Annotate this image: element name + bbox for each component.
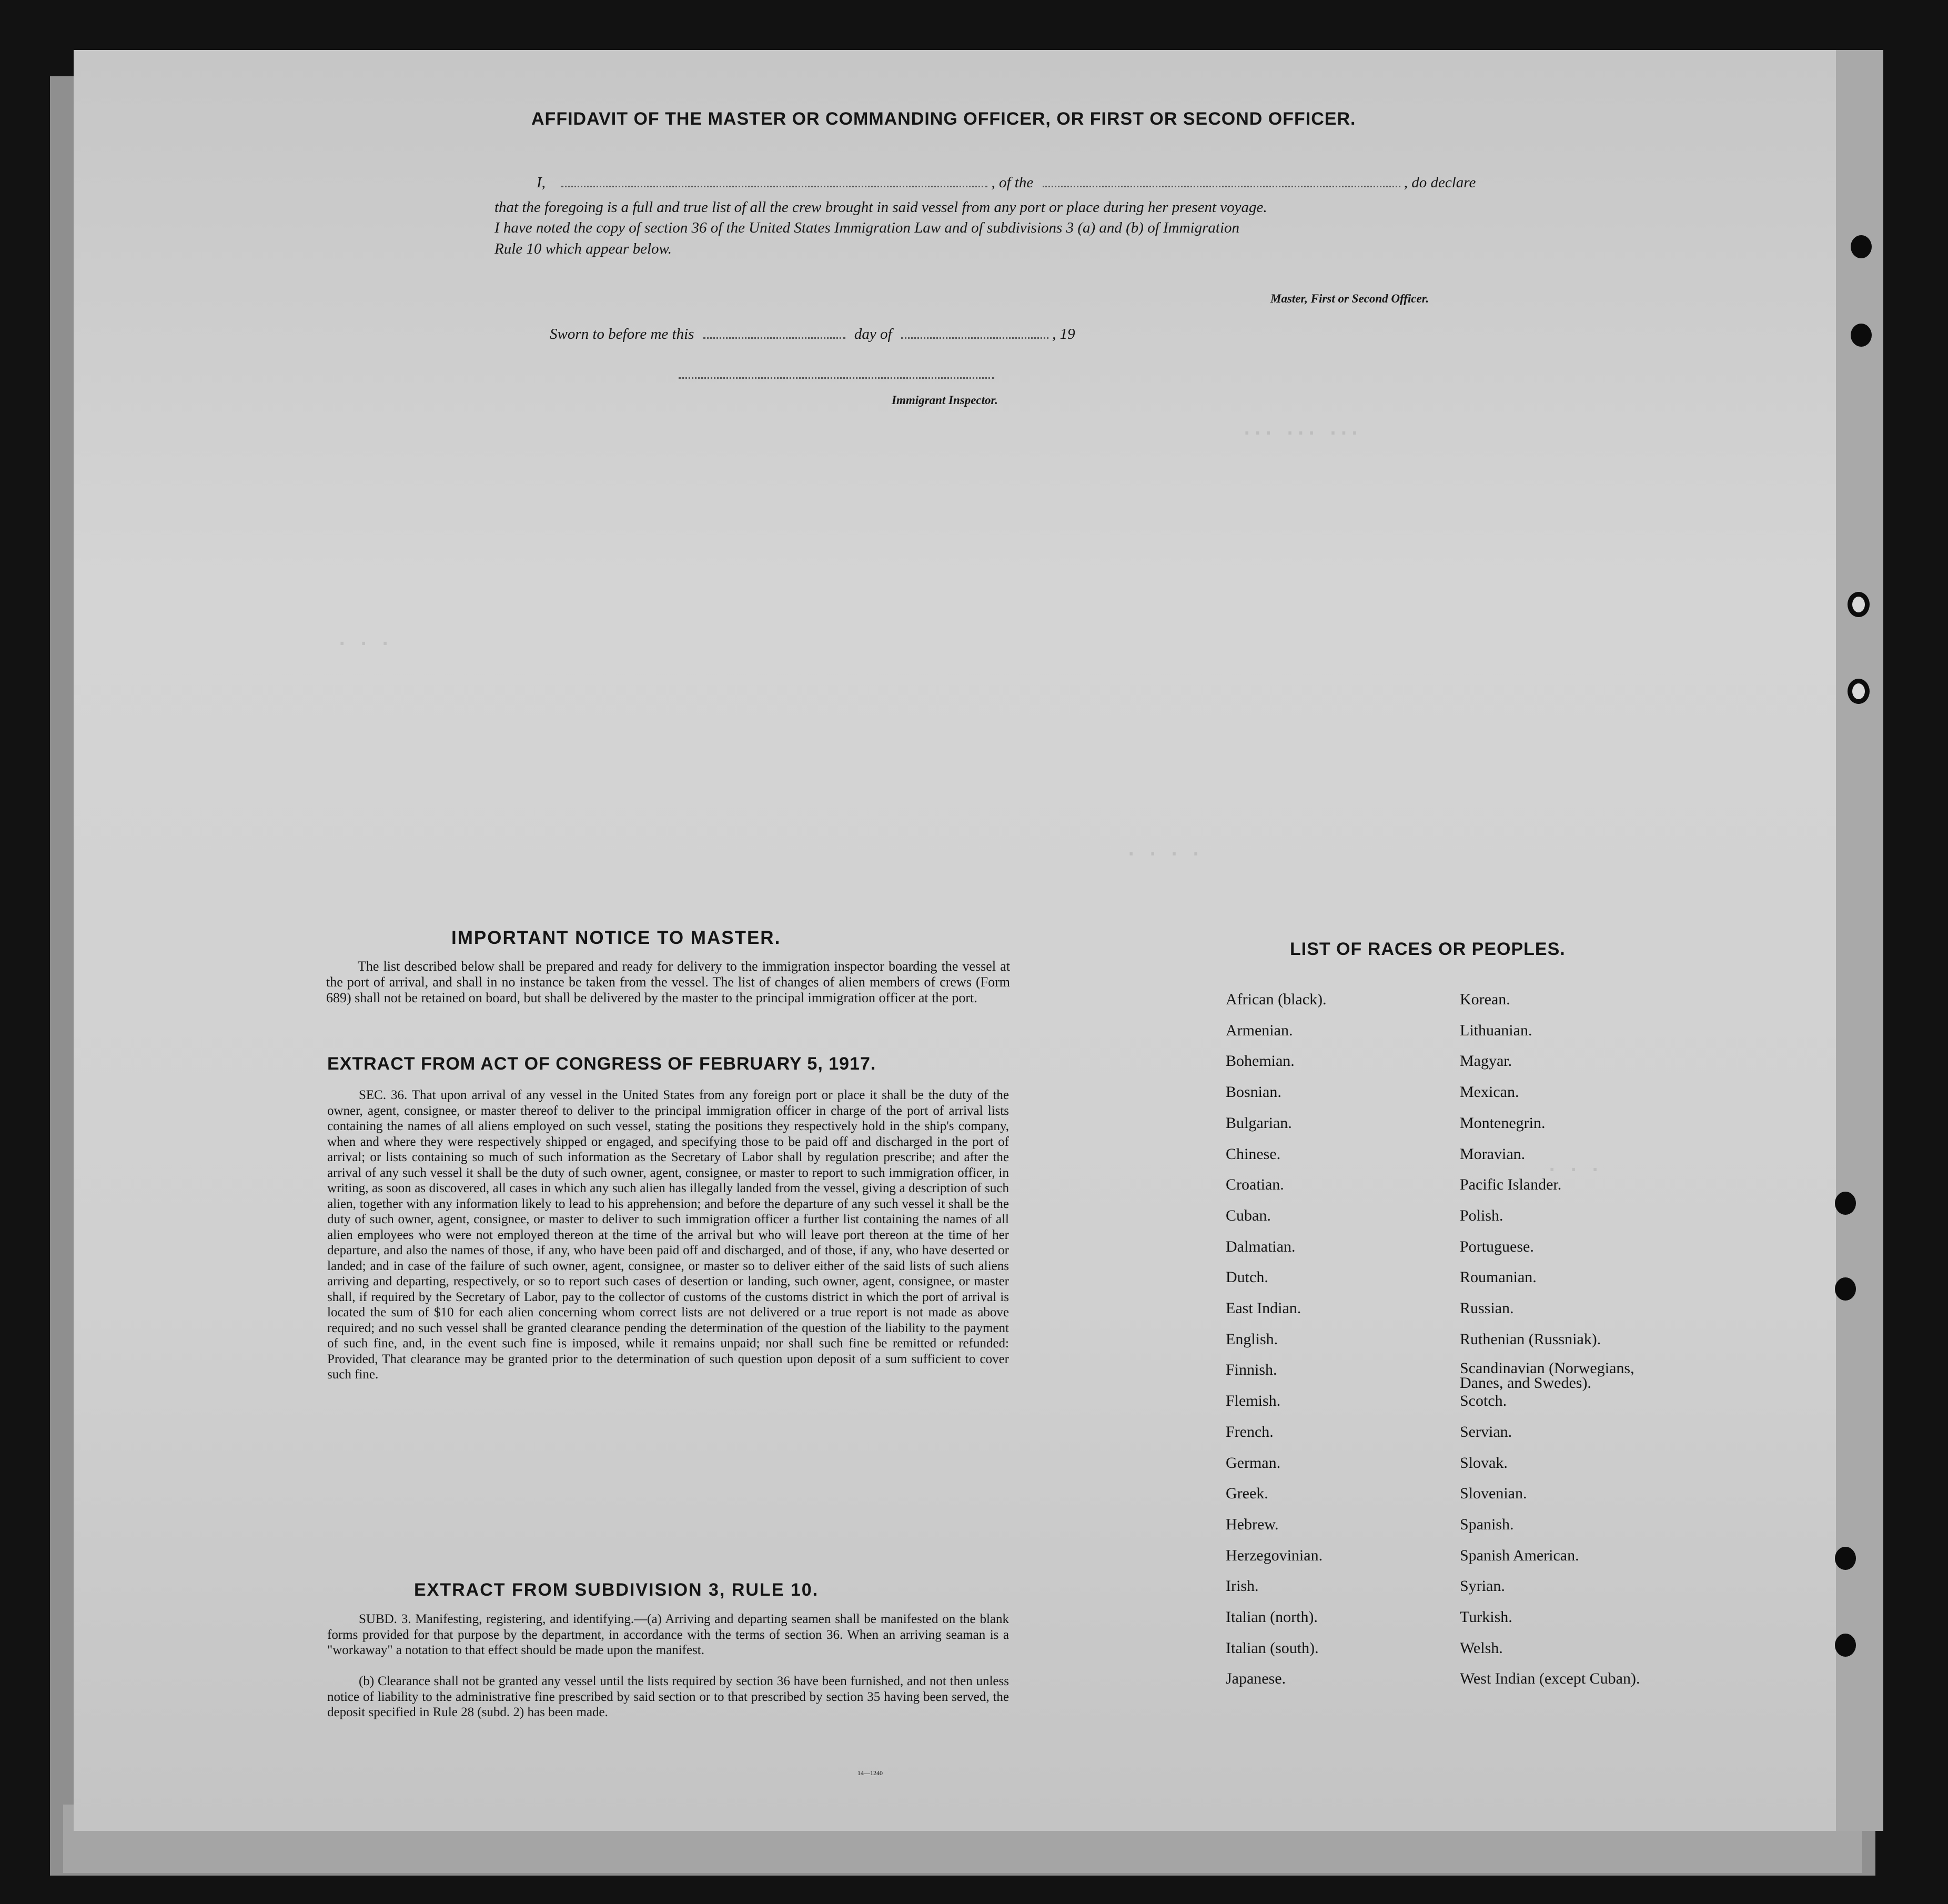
binder-hole — [1851, 324, 1872, 347]
affidavit-line-2: that the foregoing is a full and true list of all the crew brought in said vessel from any port or place during her present voyage. — [494, 199, 1267, 216]
bleed-through-mark: . . . — [337, 629, 391, 650]
race-item: Bulgarian. — [1226, 1114, 1292, 1132]
binder-hole — [1835, 1192, 1856, 1215]
races-title: LIST OF RACES OR PEOPLES. — [1290, 939, 1566, 959]
race-item: Herzegovinian. — [1226, 1546, 1323, 1564]
race-item: African (black). — [1226, 991, 1327, 1008]
affidavit-line-1 — [537, 173, 1583, 192]
race-item: Bosnian. — [1226, 1083, 1281, 1101]
race-item: Spanish. — [1460, 1515, 1514, 1533]
race-item: French. — [1226, 1423, 1274, 1440]
race-item: Welsh. — [1460, 1639, 1503, 1657]
race-item: Syrian. — [1460, 1577, 1505, 1595]
sworn-day-of-label: day of — [854, 326, 892, 342]
act-body: SEC. 36. That upon arrival of any vessel in the United States from any foreign port or place it shall be the duty of the owner, agent, consignee, or master thereof to deliver to the principal immigration officer in charge of the port of arrival lists containing the names of all aliens employed on such vessel, stating the positions they respectively hold in the ship's company, when and where they were respectively shipped or engaged, and specifying those to be paid off and discharged in the port of arrival; or lists containing so much of such information as the Secretary of Labor shall by regulation prescribe; and after the arrival of any such vessel it shall be the duty of such owner, agent, consignee, or master to report to such immigration officer, in writing, as soon as discovered, all cases in which any such alien has illegally landed from the vessel, giving a description of such alien, together with any information likely to lead to his apprehension; and before the departure of any such vessel it shall be the duty of such owner, agent, consignee, or master to deliver to such immigration officer a further list containing the names of all alien employees who were not employed thereon at the time of the arrival but who will leave port thereon at the time of her departure, and also the names of those, if any, who have been paid off and discharged, and of those, if any, who have deserted or landed; and in case of the failure of such owner, agent, consignee, or master so to deliver either of the said lists of such aliens arriving and departing, respectively, or so to report such cases of desertion or landing, such owner, agent, consignee, or master shall, if required by the Secretary of Labor, pay to the collector of customs of the customs district in which the port of arrival is located the sum of $10 for each alien concerning whom correct lists are not delivered or a true report is not made as above required; and no such vessel shall be granted clearance pending the determination of the question of the liability to the payment of such fine, and, in the event such fine is imposed, while it remains unpaid; nor shall such fine be remitted or refunded: Provided, That clearance may be granted prior to the determination of such question upon deposit of a sum sufficient to cover such fine. — [327, 1088, 1009, 1382]
race-item: East Indian. — [1226, 1299, 1301, 1317]
race-item: Flemish. — [1226, 1392, 1281, 1410]
rule-paragraph-a: SUBD. 3. Manifesting, registering, and identifying.—(a) Arriving and departing seamen shall be manifested on the blank forms provided for that purpose by the department, in accordance with the terms of section 36. When an arriving seaman is a "workaway" a notation to that effect should be made upon the manifest. — [327, 1612, 1009, 1657]
race-item: Turkish. — [1460, 1608, 1512, 1626]
rule-paragraph-b: (b) Clearance shall not be granted any vessel until the lists required by section 36 have been furnished, and not then unless notice of liability to the administrative fine prescribed by said section or to that prescribed by section 35 having been served, the deposit specified in Rule 28 (subd. 2) has been made. — [327, 1674, 1009, 1719]
race-item: Mexican. — [1460, 1083, 1519, 1101]
race-item: Italian (north). — [1226, 1608, 1318, 1626]
race-item: Hebrew. — [1226, 1515, 1279, 1533]
race-item: Lithuanian. — [1460, 1021, 1532, 1039]
race-item: Irish. — [1226, 1577, 1259, 1595]
binder-hole — [1848, 592, 1870, 617]
race-item: Dutch. — [1226, 1268, 1268, 1286]
notice-title: IMPORTANT NOTICE TO MASTER. — [451, 928, 781, 948]
race-item: Montenegrin. — [1460, 1114, 1546, 1132]
race-item: Korean. — [1460, 991, 1510, 1008]
race-item: Finnish. — [1226, 1361, 1277, 1379]
race-item: Greek. — [1226, 1485, 1268, 1503]
affidavit-line-3: I have noted the copy of section 36 of the United States Immigration Law and of subdivisions 3 (a) and (b) of Immigration — [494, 219, 1240, 236]
binder-hole — [1851, 235, 1872, 258]
race-item: Croatian. — [1226, 1176, 1284, 1194]
race-item: Russian. — [1460, 1299, 1514, 1317]
master-signature-caption: Master, First or Second Officer. — [1270, 292, 1429, 305]
race-item: Scotch. — [1460, 1392, 1507, 1410]
binder-hole — [1848, 679, 1870, 704]
bleed-through-mark: . . . . — [1126, 839, 1202, 860]
race-item: Italian (south). — [1226, 1639, 1319, 1657]
race-item: Servian. — [1460, 1423, 1512, 1440]
binder-hole — [1835, 1634, 1856, 1657]
vessel-field[interactable] — [1043, 173, 1400, 187]
race-item: West Indian (except Cuban). — [1460, 1670, 1640, 1688]
race-item: Chinese. — [1226, 1145, 1281, 1163]
binder-hole — [1835, 1547, 1856, 1570]
affidavit-of-the-label: , of the — [991, 174, 1034, 191]
binder-hole — [1835, 1277, 1856, 1301]
race-item: Magyar. — [1460, 1052, 1512, 1070]
name-field[interactable] — [561, 173, 987, 187]
rule-title: EXTRACT FROM SUBDIVISION 3, RULE 10. — [414, 1580, 819, 1600]
race-item: Dalmatian. — [1226, 1237, 1296, 1255]
race-item: Slovenian. — [1460, 1485, 1527, 1503]
form-number: 14—1240 — [857, 1769, 883, 1777]
race-item: Bohemian. — [1226, 1052, 1295, 1070]
race-item: Roumanian. — [1460, 1268, 1537, 1286]
sworn-month-field[interactable] — [901, 325, 1048, 339]
race-item: Slovak. — [1460, 1454, 1508, 1472]
affidavit-line-4: Rule 10 which appear below. — [494, 240, 672, 257]
race-item: Spanish American. — [1460, 1546, 1579, 1564]
race-item: German. — [1226, 1454, 1281, 1472]
race-item: Armenian. — [1226, 1021, 1293, 1039]
race-item: English. — [1226, 1330, 1278, 1348]
notice-body: The list described below shall be prepared and ready for delivery to the immigration inspector boarding the vessel at the port of arrival, and shall in no instance be taken from the vessel. The list of changes of alien members of crews (Form 689) shall not be retained on board, but shall be delivered by the master to the principal immigration officer at the port. — [326, 959, 1010, 1005]
race-item: Portuguese. — [1460, 1237, 1534, 1255]
race-item: Cuban. — [1226, 1206, 1271, 1224]
race-item: Moravian. — [1460, 1145, 1526, 1163]
affidavit-i-label: I, — [537, 174, 546, 191]
affidavit-do-declare-label: , do declare — [1404, 174, 1476, 191]
race-item: Pacific Islander. — [1460, 1176, 1562, 1194]
race-item: Ruthenian (Russniak). — [1460, 1330, 1601, 1348]
bleed-through-mark: . . . — [1547, 1155, 1601, 1176]
sworn-prefix-label: Sworn to before me this — [550, 326, 694, 342]
affidavit-title: AFFIDAVIT OF THE MASTER OR COMMANDING OFFICER, OR FIRST OR SECOND OFFICER. — [531, 109, 1356, 129]
sworn-line — [550, 325, 1075, 343]
bleed-through-mark: ... ... ... — [1242, 418, 1360, 439]
inspector-signature-line[interactable] — [679, 377, 994, 379]
act-title: EXTRACT FROM ACT OF CONGRESS OF FEBRUARY 5, 1917. — [327, 1054, 876, 1074]
race-item: Japanese. — [1226, 1670, 1286, 1688]
sworn-day-field[interactable] — [703, 325, 845, 339]
inspector-signature-caption: Immigrant Inspector. — [892, 394, 998, 407]
race-item: Scandinavian (Norwegians, Danes, and Swedes). — [1460, 1359, 1634, 1392]
sworn-year-label: , 19 — [1052, 326, 1075, 342]
race-item: Polish. — [1460, 1206, 1503, 1224]
document-sheet — [74, 50, 1883, 1831]
